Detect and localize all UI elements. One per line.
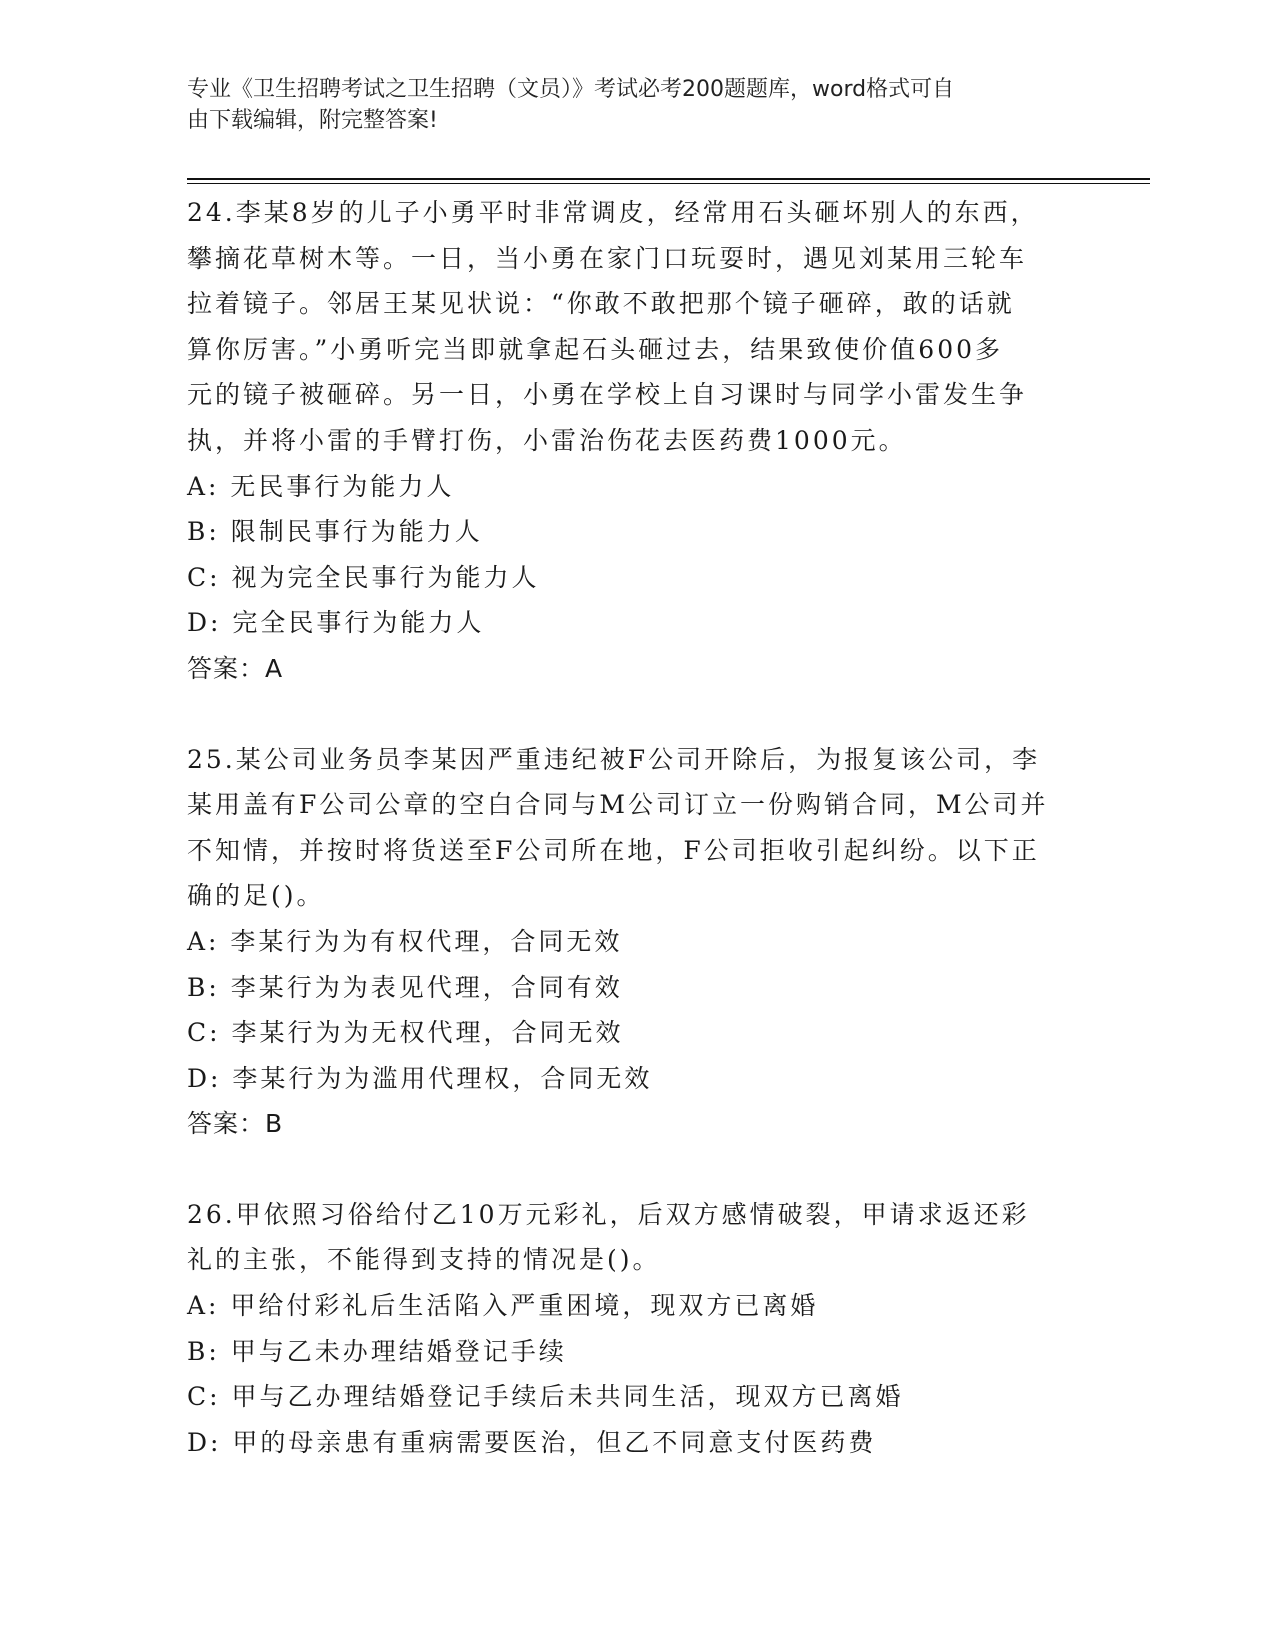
question-stem-line: 礼的主张，不能得到支持的情况是()。 bbox=[187, 1245, 661, 1275]
question-stem-line: 攀摘花草树木等。一日，当小勇在家门口玩耍时，遇见刘某用三轮车 bbox=[187, 243, 1028, 273]
question-stem-line: 25.某公司业务员李某因严重违纪被F公司开除后，为报复该公司，李 bbox=[187, 744, 1041, 774]
header-line-1: 专业《卫生招聘考试之卫生招聘（文员）》考试必考200题题库，word格式可自 bbox=[187, 77, 955, 102]
question-25 bbox=[187, 737, 1087, 1147]
question-stem-line: 元的镜子被砸碎。另一日，小勇在学校上自习课时与同学小雷发生争 bbox=[187, 380, 1028, 410]
answer-label: 答案：A bbox=[187, 653, 284, 683]
question-stem-line: 拉着镜子。邻居王某见状说：“你敢不敢把那个镜子砸碎，敢的话就 bbox=[187, 289, 1015, 319]
document-header bbox=[187, 74, 1077, 136]
option-a: A: 李某行为为有权代理，合同无效 bbox=[187, 926, 623, 956]
option-d: D: 李某行为为滥用代理权，合同无效 bbox=[187, 1063, 653, 1093]
option-a: A: 无民事行为能力人 bbox=[187, 471, 455, 501]
option-c: C: 视为完全民事行为能力人 bbox=[187, 562, 540, 592]
question-stem-line: 26.甲依照习俗给付乙10万元彩礼，后双方感情破裂，甲请求返还彩 bbox=[187, 1199, 1030, 1229]
header-line-2: 由下载编辑，附完整答案! bbox=[187, 108, 438, 133]
question-26 bbox=[187, 1192, 1087, 1466]
question-24 bbox=[187, 190, 1087, 692]
option-b: B: 限制民事行为能力人 bbox=[187, 517, 483, 547]
option-c: C: 李某行为为无权代理，合同无效 bbox=[187, 1018, 624, 1048]
question-stem-line: 某用盖有F公司公章的空白合同与M公司订立一份购销合同，M公司并 bbox=[187, 790, 1049, 820]
header-rule-thick bbox=[187, 178, 1150, 180]
question-stem-line: 确的足()。 bbox=[187, 881, 325, 911]
spacer bbox=[187, 692, 1087, 737]
question-stem-line: 算你厉害。”小勇听完当即就拿起石头砸过去，结果致使价值600多 bbox=[187, 334, 1004, 364]
question-stem-line: 不知情，并按时将货送至F公司所在地，F公司拒收引起纠纷。以下正 bbox=[187, 835, 1040, 865]
option-d: D: 甲的母亲患有重病需要医治，但乙不同意支付医药费 bbox=[187, 1427, 877, 1457]
option-d: D: 完全民事行为能力人 bbox=[187, 608, 485, 638]
option-a: A: 甲给付彩礼后生活陷入严重困境，现双方已离婚 bbox=[187, 1291, 819, 1321]
spacer bbox=[187, 1147, 1087, 1192]
question-stem-line: 24.李某8岁的儿子小勇平时非常调皮，经常用石头砸坏别人的东西， bbox=[187, 198, 1039, 227]
option-c: C: 甲与乙办理结婚登记手续后未共同生活，现双方已离婚 bbox=[187, 1382, 904, 1412]
option-b: B: 甲与乙未办理结婚登记手续 bbox=[187, 1336, 567, 1366]
question-list bbox=[187, 190, 1087, 1465]
header-rule-thin bbox=[187, 183, 1150, 184]
question-stem-line: 执，并将小雷的手臂打伤，小雷治伤花去医药费1000元。 bbox=[187, 425, 907, 455]
option-b: B: 李某行为为表见代理，合同有效 bbox=[187, 972, 623, 1002]
answer-label: 答案：B bbox=[187, 1109, 284, 1139]
